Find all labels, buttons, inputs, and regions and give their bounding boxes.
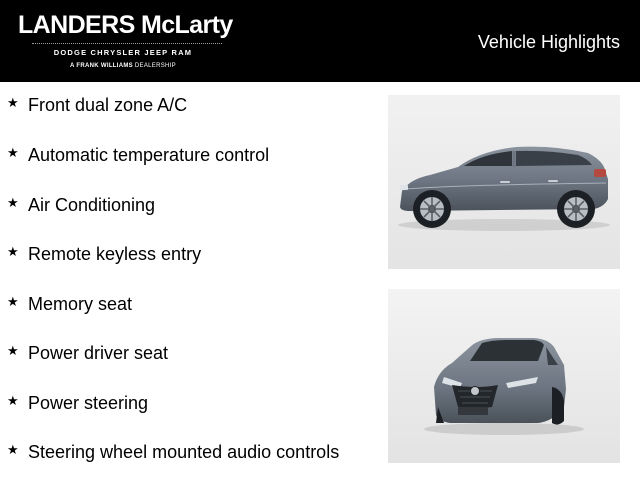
- front-car-graphic: [388, 289, 620, 463]
- list-item: [0, 292, 370, 318]
- highlight-label: Air Conditioning: [28, 195, 156, 215]
- logo-dealership-line: [18, 61, 228, 71]
- logo-divider: [32, 43, 222, 44]
- list-item: [0, 242, 370, 268]
- star-icon: ★: [7, 294, 19, 309]
- side-car-graphic: [388, 95, 620, 269]
- star-icon: ★: [7, 95, 19, 110]
- logo-dealer-name: LANDERS McLarty: [18, 11, 233, 39]
- star-icon: ★: [7, 244, 19, 259]
- vehicle-front-photo[interactable]: [388, 289, 620, 463]
- highlight-label: Front dual zone A/C: [28, 95, 188, 115]
- list-item: [0, 391, 370, 417]
- logo-dealership-word: DEALERSHIP: [134, 63, 176, 69]
- star-icon: ★: [7, 145, 19, 160]
- list-item: [0, 93, 370, 119]
- highlight-label: Memory seat: [28, 294, 133, 314]
- vehicle-side-photo[interactable]: [388, 95, 620, 269]
- logo-brands: DODGE CHRYSLER JEEP RAM: [53, 48, 193, 57]
- list-item: [0, 193, 370, 219]
- page-title: Vehicle Highlights: [477, 32, 620, 52]
- highlight-label: Power steering: [28, 393, 149, 413]
- list-item: [0, 341, 370, 367]
- highlight-label: Steering wheel mounted audio controls: [28, 442, 340, 462]
- star-icon: ★: [7, 393, 19, 408]
- star-icon: ★: [7, 343, 19, 358]
- list-item: [0, 440, 370, 466]
- dealer-logo[interactable]: [18, 10, 233, 74]
- logo-dealership-group: A FRANK WILLIAMS: [70, 63, 133, 69]
- highlight-label: Power driver seat: [28, 343, 169, 363]
- highlight-label: Automatic temperature control: [28, 145, 270, 165]
- star-icon: ★: [7, 195, 19, 210]
- star-icon: ★: [7, 442, 19, 457]
- list-item: [0, 143, 370, 169]
- page-header: [0, 0, 640, 82]
- highlight-label: Remote keyless entry: [28, 244, 202, 264]
